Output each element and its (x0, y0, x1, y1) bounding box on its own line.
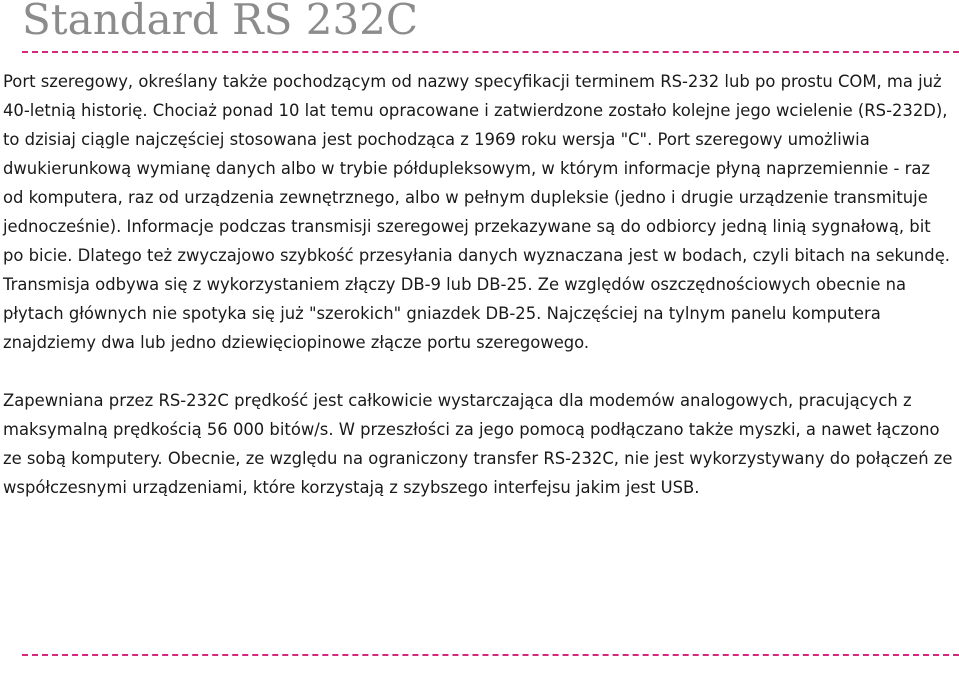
paragraph-rs232-speed: Zapewniana przez RS-232C prędkość jest całkowicie wystarczająca dla modemów analogowych, pracujących z maksymalną prędkością 56 000 bitów/s. W przeszłości za jego pomocą podłączano także myszki, a nawet łączono ze sobą komputery. Obecnie, ze względu na ograniczony transfer RS-232C, nie jest wykorzystywany do połączeń ze współczesnymi urządzeniami, które korzystają z szybszego interfejsu jakim jest USB. (3, 391, 953, 497)
bottom-divider (22, 654, 959, 656)
paragraph-serial-port-history: Port szeregowy, określany także pochodzącym od nazwy specyfikacji terminem RS-232 lub po prostu COM, ma już 40-letnią historię. Chociaż ponad 10 lat temu opracowane i zatwierdzone zostało kolejne jego wcielenie (RS-232D), to dzisiaj ciągle najczęściej stosowana jest pochodząca z 1969 roku wersja "C". Port szeregowy umożliwia dwukierunkową wymianę danych albo w trybie półdupleksowym, w którym informacje płyną naprzemiennie - raz od komputera, raz od urządzenia zewnętrznego, albo w pełnym dupleksie (jedno i drugie urządzenie transmituje jednocześnie). Informacje podczas transmisji szeregowej przekazywane są do odbiorcy jedną linią sygnałową, bit po bicie. Dlatego też zwyczajowo szybkość przesyłania danych wyznaczana jest w bodach, czyli bitach na sekundę. Transmisja odbywa się z wykorzystaniem złączy DB-9 lub DB-25. Ze względów oszczędnościowych obecnie na płytach głównych nie spotyka się już "szerokich" gniazdek DB-25. Najczęściej na tylnym panelu komputera znajdziemy dwa lub jedno dziewięciopinowe złącze portu szeregowego. (3, 72, 950, 352)
top-divider (22, 51, 959, 53)
slide-body (3, 67, 953, 502)
slide-title: Standard RS 232C (22, 0, 419, 44)
